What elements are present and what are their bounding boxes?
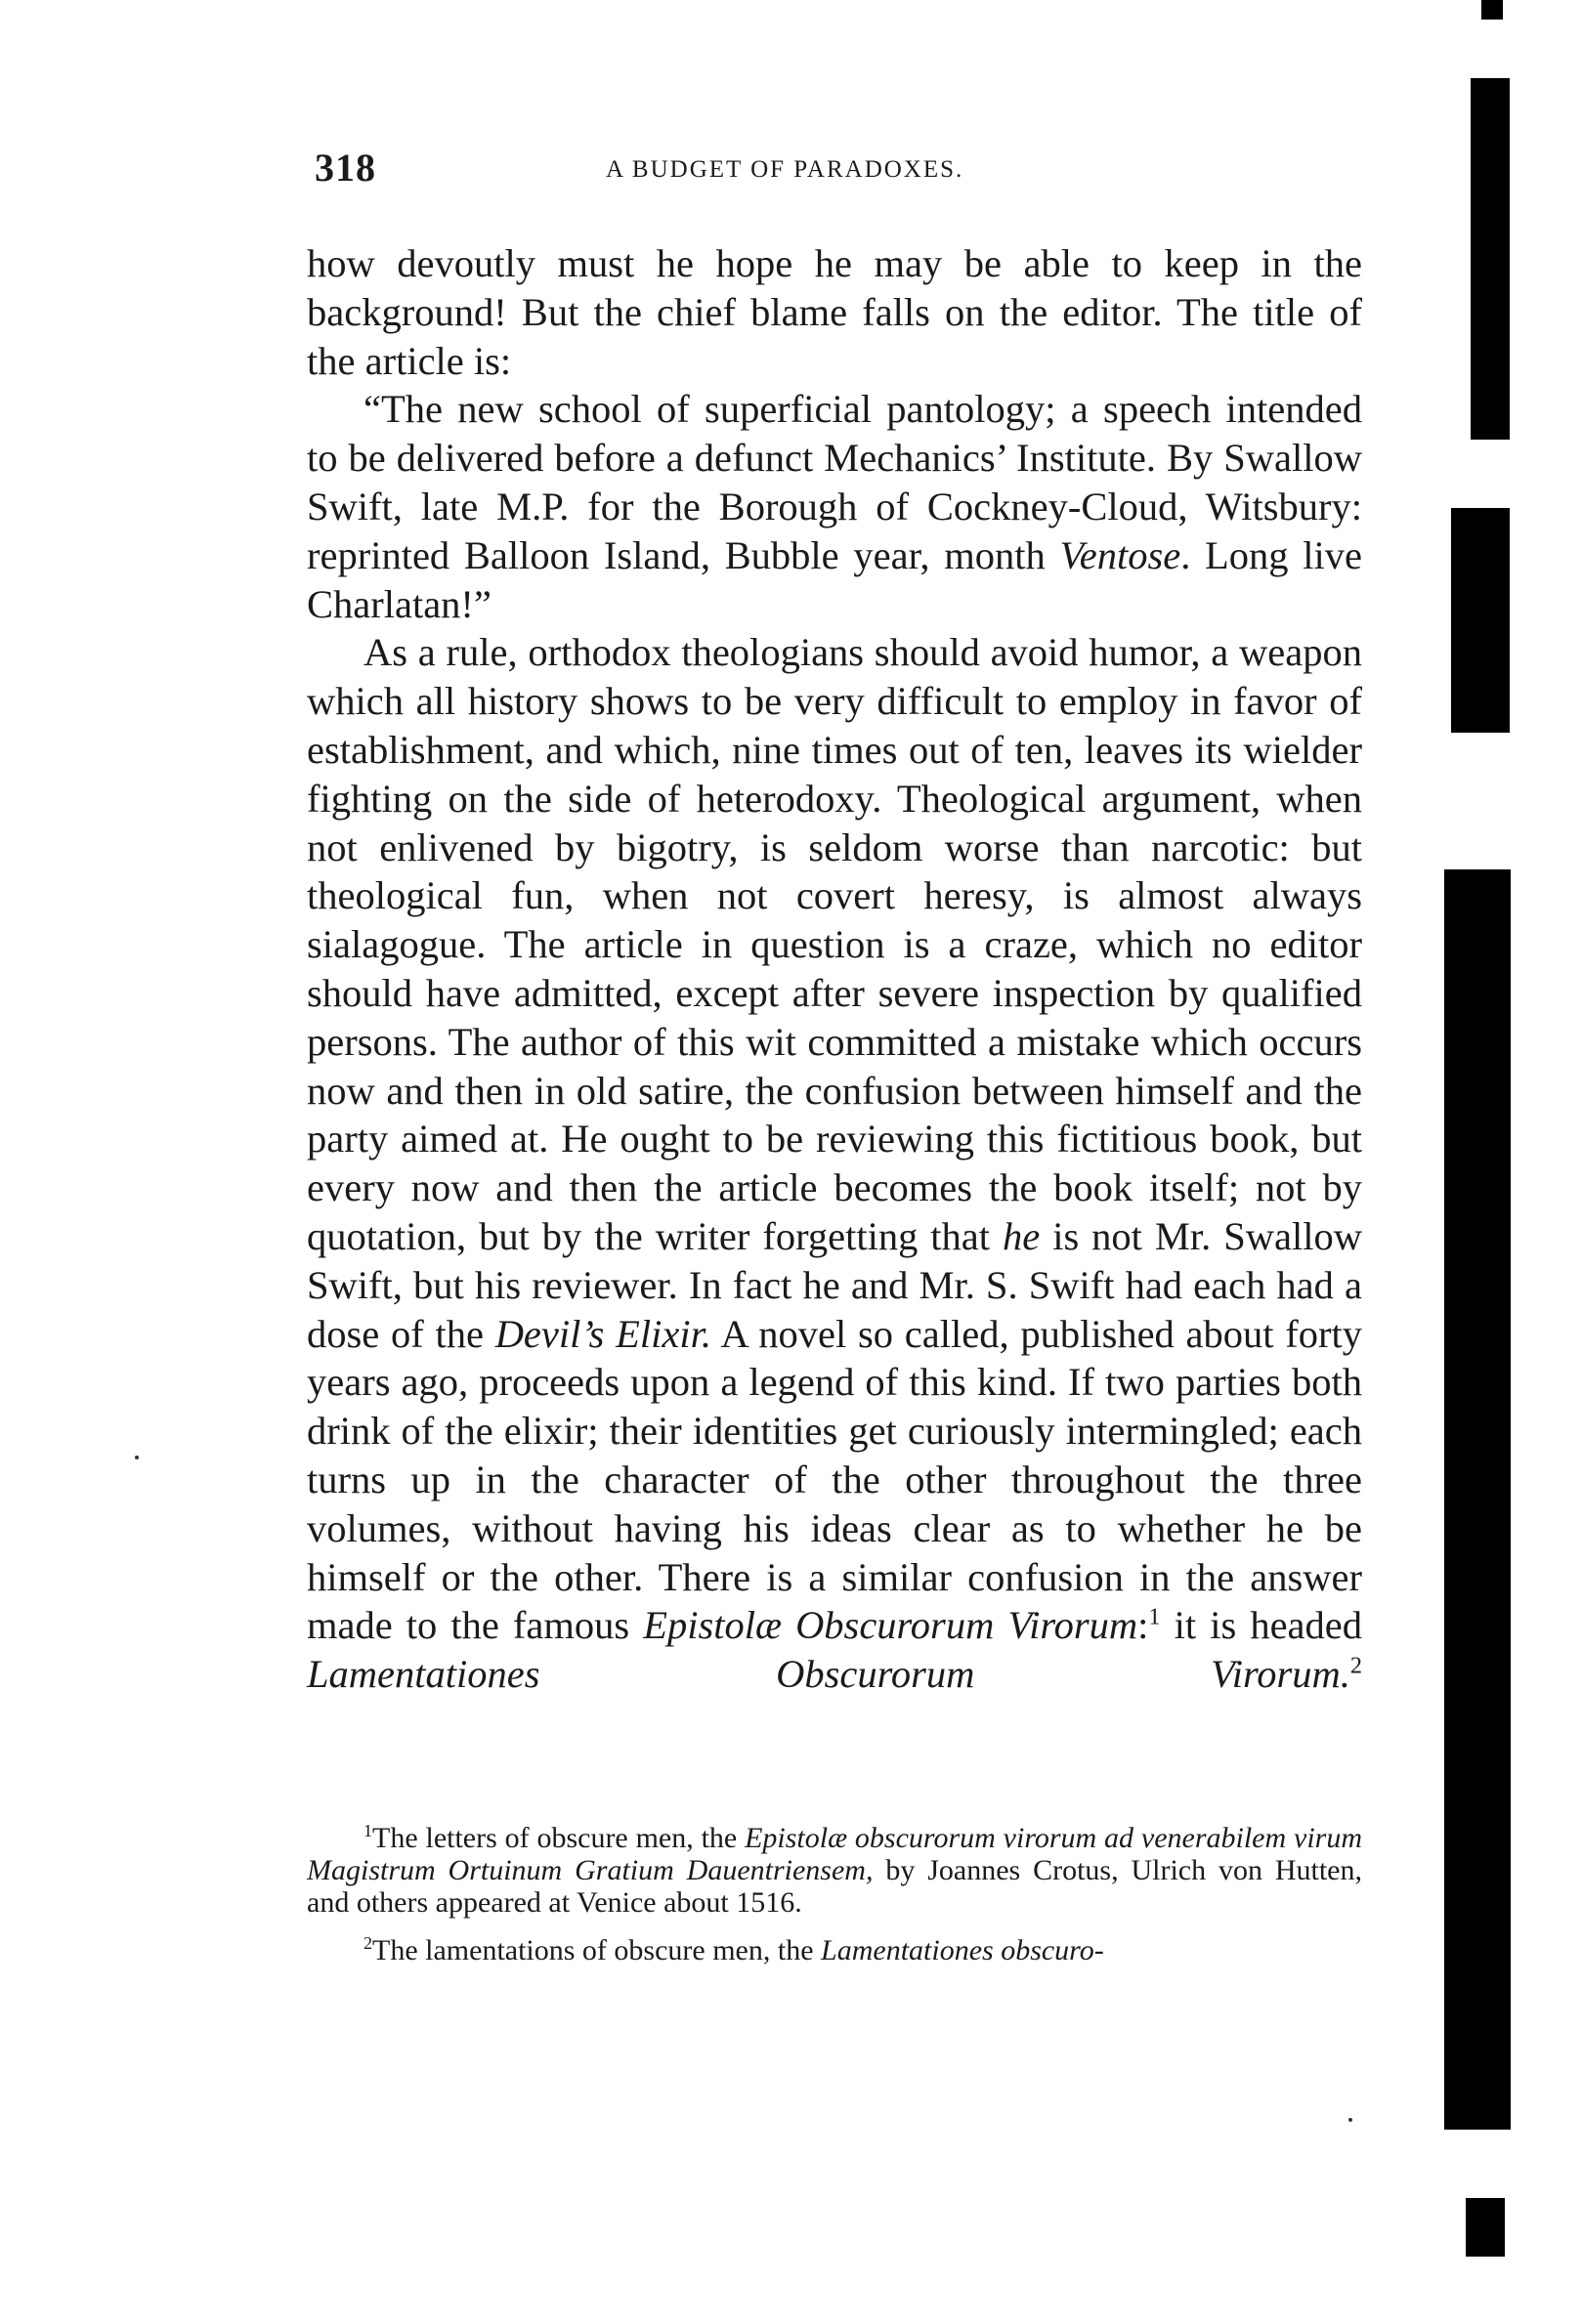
quote-italic: Ventose — [1059, 532, 1181, 577]
body-text — [307, 239, 1362, 1699]
footnote-2 — [307, 1934, 1362, 1966]
scan-speck-1 — [135, 1456, 139, 1459]
paragraph-3-italic-lamentationes: Lamentationes Obscurorum Virorum. — [307, 1652, 1350, 1697]
paragraph-3-italic-he: he — [1003, 1213, 1041, 1258]
binding-shadow-3 — [1451, 508, 1510, 733]
paragraph-3-text-c: A novel so called, published about forty years ago, proceeds upon a legend of this kind. If two parties both drink of the elixir; their identities get curiously intermingled; each turns up in the character of the other throughout the three volumes, without having his ideas clear as to whether he be himself or the other. There is a similar confusion in the answer made to the famous — [307, 1311, 1362, 1648]
paragraph-1 — [307, 239, 1362, 385]
footnote-1-text-a: The letters of obscure men, the — [372, 1822, 746, 1854]
quote-text: “The new school of superficial pantology; a speech intended to be delivered before a defunct Mechanics’ Institute. By Swallow Swift, late M.P. for the Borough of Cockney-Cloud, Witsbury: reprinted Balloon Island, Bubble year, month — [307, 387, 1362, 577]
paragraph-3-text-e: it is headed — [1160, 1603, 1362, 1648]
footnote-1-text-b: by Joannes Crotus, Ulrich von Hutten, and others appeared at Venice about 1516. — [307, 1854, 1362, 1919]
footnote-ref-1: 1 — [1148, 1603, 1161, 1630]
paragraph-3-italic-elixir: Devil’s Elixir. — [494, 1311, 712, 1356]
footnote-1-italic: Epistolæ obscurorum virorum ad venerabilem virum Magistrum Ortuinum Gratium Dauentriensem, — [307, 1822, 1362, 1886]
binding-shadow-1 — [1481, 0, 1503, 20]
paragraph-3-italic-epistolae: Epistolæ Obscurorum Virorum — [643, 1603, 1138, 1648]
running-title: A BUDGET OF PARADOXES. — [606, 156, 964, 183]
footnote-2-italic: Lamentationes obscuro- — [821, 1934, 1104, 1966]
binding-shadow-4 — [1444, 869, 1511, 2130]
paragraph-3-text-b: is not Mr. Swallow Swift, but his reviewer. In fact he and Mr. S. Swift had each had a dose of the — [307, 1213, 1362, 1356]
paragraph-3-text-a: As a rule, orthodox theologians should avoid humor, a weapon which all history shows to be very difficult to employ in favor of establishment, and which, nine times out of ten, leaves its wielder fighting on the side of heterodoxy. Theological argument, when not enlivened by bigotry, is seldom worse than narcotic: but theological fun, when not covert heresy, is almost always sialagogue. The article in question is a craze, which no editor should have admitted, except after severe inspection by qualified persons. The author of this wit committed a mistake which occurs now and then in old satire, the confusion between himself and the party aimed at. He ought to be reviewing this fictitious book, but every now and then the article becomes the book itself; not by quotation, but by the writer forgetting that — [307, 630, 1362, 1258]
page-number: 318 — [315, 146, 376, 190]
footnote-ref-2: 2 — [1349, 1652, 1362, 1679]
binding-shadow-5 — [1466, 2198, 1505, 2257]
footnote-1-mark: 1 — [363, 1821, 372, 1840]
paragraph-3 — [307, 628, 1362, 1699]
footnote-1 — [307, 1822, 1362, 1919]
footnote-2-text-a: The lamentations of obscure men, the — [372, 1934, 822, 1966]
footnote-2-mark: 2 — [363, 1933, 372, 1953]
paragraph-2-quote — [307, 385, 1362, 628]
scan-speck-2 — [1348, 2118, 1352, 2122]
paragraph-3-text-d: : — [1137, 1603, 1149, 1648]
binding-shadow-2 — [1471, 78, 1510, 440]
quote-text-end: . Long live Charlatan!” — [307, 532, 1362, 626]
paragraph-1-text: how devoutly must he hope he may be able to keep in the background! But the chief blame falls on the editor. The title of the article is: — [307, 241, 1362, 383]
footnotes — [307, 1822, 1362, 1982]
